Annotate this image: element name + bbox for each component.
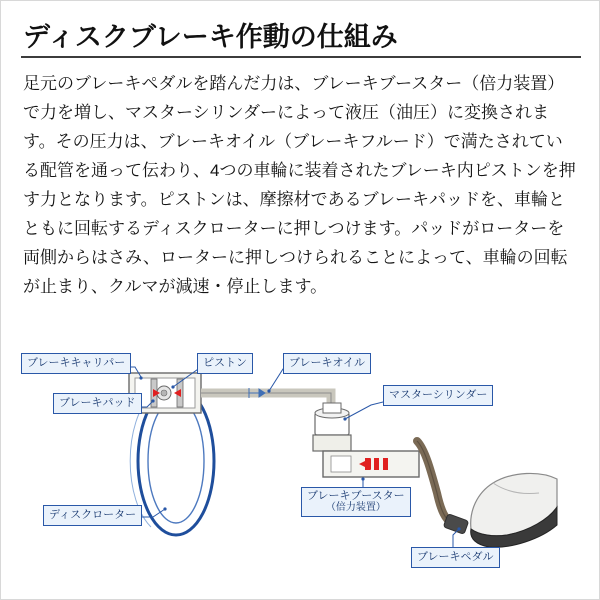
master-cylinder-graphic — [313, 403, 351, 451]
callout-brake-booster-sublabel: （倍力装置） — [325, 502, 386, 513]
body-text — [23, 69, 579, 301]
callout-brake-oil-label: ブレーキオイル — [289, 357, 366, 369]
callout-master-cylinder-label: マスターシリンダー — [389, 389, 488, 401]
title-divider — [21, 56, 581, 58]
callout-disc-rotor-label: ディスクローター — [49, 509, 137, 521]
callout-brake-pedal-label: ブレーキペダル — [417, 551, 494, 563]
callout-piston-label: ピストン — [203, 357, 247, 369]
callout-brake-caliper-label: ブレーキキャリパー — [27, 357, 126, 369]
foot-graphic — [471, 473, 557, 547]
callout-piston — [197, 353, 253, 374]
callout-brake-pad — [53, 393, 142, 414]
callout-brake-oil — [283, 353, 371, 374]
callout-brake-pedal — [411, 547, 500, 568]
callout-brake-pad-label: ブレーキパッド — [59, 397, 136, 409]
brake-pipe-graphic — [201, 388, 331, 439]
callout-brake-booster-label: ブレーキブースター — [307, 490, 405, 502]
callout-disc-rotor — [43, 505, 142, 526]
callout-brake-caliper — [21, 353, 131, 374]
brake-system-diagram — [1, 321, 600, 600]
body-paragraph: 足元のブレーキペダルを踏んだ力は、ブレーキブースター（倍力装置）で力を増し、マスターシリンダーによって液圧（油圧）に変換されます。その圧力は、ブレーキオイル（ブレーキフルード）で満たされている配管を通って伝わり、4つの車輪に装着されたブレーキ内ピストンを押す力となります。ピストンは、摩擦材であるブレーキパッドを、車輪とともに回転するディスクローターに押しつけます。パッドがローターを両側からはさみ、ローターに押しつけられることによって、車輪の回転が止まり、クルマが減速・停止します。 — [23, 74, 576, 296]
brake-pedal-graphic — [417, 441, 469, 534]
page-title: ディスクブレーキ作動の仕組み — [23, 22, 398, 52]
callout-brake-booster — [301, 487, 411, 517]
brake-booster-graphic — [323, 451, 419, 477]
callout-master-cylinder — [383, 385, 493, 406]
